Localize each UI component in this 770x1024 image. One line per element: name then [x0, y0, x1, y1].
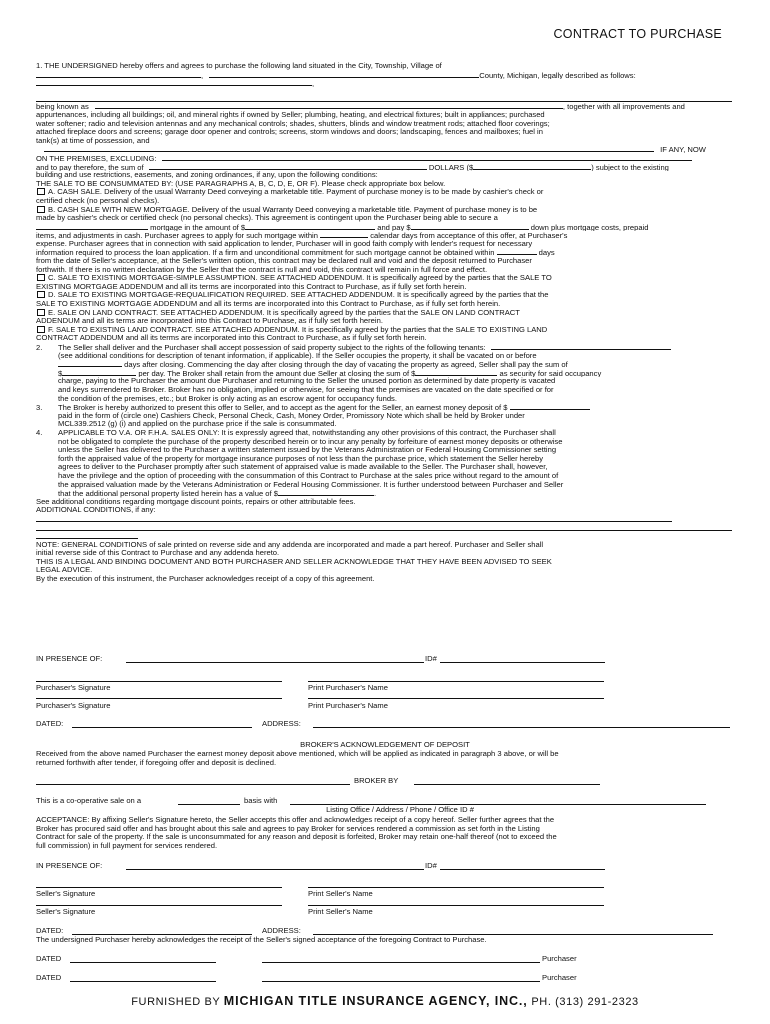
- option-e-line: ADDENDUM and all its terms are incorporated into this Contract to Purchase, as if fully set forth herein.: [36, 317, 383, 326]
- purchaser-signature-line-2[interactable]: [36, 698, 282, 699]
- note-line: initial reverse side of this Contract to Purchase and any addenda hereto.: [36, 549, 280, 558]
- page-title: CONTRACT TO PURCHASE: [553, 27, 722, 41]
- p2-line: (see additional conditions for description of tenant information, if applicable). If the Seller occupies the property, it shall be vacated on or before: [58, 351, 537, 360]
- p1-line: ,: [36, 79, 732, 88]
- ack-purchaser-field-2[interactable]: [262, 981, 540, 982]
- option-a: A. CASH SALE. Delivery of the usual Warranty Deed conveying a marketable title. Payment of purchase money is to be made by cashier's check or: [36, 188, 732, 197]
- price-words-field[interactable]: [149, 163, 427, 170]
- acceptance-line: full commission) in full payment for services rendered.: [36, 841, 218, 850]
- option-d: D. SALE TO EXISTING MORTGAGE-REQUALIFICATION REQUIRED. SEE ATTACHED ADDENDUM. It is specifically agreed by the parties that the: [36, 291, 732, 300]
- id-label: ID#: [425, 654, 437, 663]
- commitment-days-field[interactable]: [497, 248, 537, 255]
- per-day-field[interactable]: [62, 369, 136, 376]
- print-purchaser-label: Print Purchaser's Name: [308, 683, 388, 692]
- acceptance-line: Broker has procured said offer and has brought about this sale and agrees to pay Broker for services rendered a commission as set forth in the Listing: [36, 824, 540, 833]
- p1-line: building and use restrictions, easements, and zoning ordinances, if any, upon the following conditions:: [36, 171, 378, 180]
- p2-line: $ per day. The Broker shall retain from the amount due Seller at closing the sum of $ as security for said occupancy: [58, 368, 602, 378]
- p1-line: water softener; radio and television antennas and any mechanical controls; shades, shutters, blinds and window treatment rods; attached floor coverings;: [36, 119, 550, 128]
- purchaser-label: Purchaser: [542, 973, 577, 982]
- option-a-checkbox[interactable]: [37, 188, 45, 195]
- p4-line: unless the Seller has delivered to the Purchaser a written statement issued by the Veterans Administration or Federal Housing Commissioner setting: [58, 446, 557, 455]
- p1-line: , County, Michigan, legally described as follows:: [36, 71, 732, 80]
- acceptance-section: [36, 816, 736, 850]
- option-b-line: forthwith. If there is no written declaration by the Seller that the contract is null and void, this contract will remain in full force and effect.: [36, 265, 488, 274]
- acceptance-line: Contract for sale of the property. If the sale is unconsummated for any reason and deposit is forfeited, Broker may retain one-half thereof (not to exceed the: [36, 833, 557, 842]
- purchaser-label: Purchaser: [542, 954, 577, 963]
- legal-notice: THIS IS A LEGAL AND BINDING DOCUMENT AND BOTH PURCHASER AND SELLER ACKNOWLEDGE THAT THEY HAVE BEEN ADVISED TO SEEK: [36, 557, 552, 566]
- purchaser-address-field[interactable]: [313, 727, 730, 728]
- occupancy-security-field[interactable]: [415, 369, 497, 376]
- p1-line: IF ANY, NOW: [36, 145, 732, 154]
- option-e: E. SALE ON LAND CONTRACT. SEE ATTACHED ADDENDUM. It is specifically agreed by the parties that the SALE ON LAND CONTRACT: [36, 309, 732, 318]
- footer: [0, 994, 770, 1009]
- p2-line: days after closing. Commencing the day after closing through the day of vacating the property as agreed, Seller shall pay the sum of: [36, 360, 732, 369]
- option-f-line: CONTRACT ADDENDUM and all its terms are incorporated into this Contract to Purchase, as if fully set forth herein.: [36, 334, 427, 343]
- option-d-checkbox[interactable]: [37, 291, 45, 298]
- p4-line: the appraised valuation made by the Veterans Administration or Federal Housing Commissioner. It is further understood between Purchaser and Seller: [58, 480, 564, 489]
- print-seller-label: Print Seller's Name: [308, 889, 373, 898]
- p2-line: charge, paying to the Purchaser the amount due Purchaser and returning to the Seller the unused portion as determined by date property is vacated: [58, 377, 556, 386]
- purchaser-print-line-2[interactable]: [308, 698, 604, 699]
- earnest-deposit-field[interactable]: [510, 403, 590, 410]
- mortgage-amount-field[interactable]: [245, 223, 375, 230]
- p3-line: 3. The Broker is hereby authorized to present this offer to Seller, and to accept as the agent for the Seller, an earnest money deposit of $: [36, 403, 732, 412]
- legal-description-field-2[interactable]: [36, 94, 732, 102]
- purchaser-signature-line-1[interactable]: [36, 681, 282, 682]
- broker-name-field[interactable]: [36, 784, 350, 785]
- dated-label: DATED: [36, 973, 62, 982]
- additional-line: ADDITIONAL CONDITIONS, if any:: [36, 506, 156, 515]
- seller-signature-line-1[interactable]: [36, 887, 282, 888]
- seller-signature-label: Seller's Signature: [36, 907, 96, 916]
- vacate-days-field[interactable]: [58, 360, 122, 367]
- coop-basis-label: basis with: [244, 796, 278, 805]
- personal-property-value-field[interactable]: [278, 489, 374, 496]
- p1-line: ON THE PREMISES, EXCLUDING:: [36, 154, 732, 163]
- option-b-line: information required to process the loan application. If a firm and unconditional commitment for such mortgage cannot be obtained within days: [36, 248, 555, 258]
- city-field[interactable]: [36, 71, 201, 78]
- additional-line: See additional conditions regarding mortgage discount points, repairs or other attributable fees.: [36, 497, 356, 506]
- p4-line: 4. APPLICABLE TO V.A. OR F.H.A. SALES ONLY: It is expressly agreed that, notwithstanding any other provisions of this contract, the Purchaser shall: [36, 428, 556, 437]
- option-e-checkbox[interactable]: [37, 309, 45, 316]
- county-label: County, Michigan, legally described as follows:: [479, 70, 636, 80]
- address-label: ADDRESS:: [262, 719, 301, 728]
- option-b-line: items, and adjustments in cash. Purchaser agrees to apply for such mortgage within calendar days from acceptance of this offer, at Purchaser's: [36, 231, 568, 240]
- p4-line: not be obligated to complete the purchase of the property described herein or to incur any penalty by forfeiture of earnest money deposits or otherwise: [58, 437, 563, 446]
- seller-signature-line-2[interactable]: [36, 905, 282, 906]
- option-b: B. CASH SALE WITH NEW MORTGAGE. Delivery of the usual Warranty Deed conveying a marketable title. Payment of purchase money is to be: [36, 206, 732, 215]
- p2-line: 2. The Seller shall deliver and the Purchaser shall accept possession of said property subject to the rights of the following tenants:: [36, 343, 732, 352]
- option-d-line: SALE TO EXISTING MORTGAGE ADDENDUM and all its terms are incorporated into this Contract to Purchase, as if fully set forth herein.: [36, 300, 501, 309]
- additional-conditions-field[interactable]: [36, 515, 672, 522]
- legal-description-field[interactable]: [36, 79, 312, 86]
- purchaser-acknowledgement: The undersigned Purchaser hereby acknowledges the receipt of the Seller's signed acceptance of the foregoing Contract to Purchase.: [36, 935, 487, 944]
- option-b-line: mortgage in the amount of $ and pay $ down plus mortgage costs, prepaid: [36, 223, 732, 232]
- p1-line: THE SALE TO BE CONSUMMATED BY: (USE PARAGRAPHS A, B, C, D, E, OR F). Please check appropriate box below.: [36, 179, 446, 188]
- in-presence-label: IN PRESENCE OF:: [36, 654, 103, 663]
- tenants-field[interactable]: [491, 343, 671, 350]
- ack-purchaser-field-1[interactable]: [262, 962, 540, 963]
- note-line: NOTE: GENERAL CONDITIONS of sale printed on reverse side and any addenda are incorporated and made a part hereof. Purchaser and Seller shall: [36, 540, 544, 549]
- p4-line: that the additional personal property listed herein has a value of $ .: [58, 489, 377, 498]
- print-purchaser-label: Print Purchaser's Name: [308, 701, 388, 710]
- ack-dated-field-2[interactable]: [70, 981, 216, 982]
- print-seller-label: Print Seller's Name: [308, 907, 373, 916]
- included-items-field[interactable]: [44, 145, 654, 152]
- acceptance-line: ACCEPTANCE: By affixing Seller's Signature hereto, the Seller accepts this offer and acknowledges receipt of a copy hereof. Seller further agrees that the: [36, 816, 555, 824]
- purchaser-dated-field[interactable]: [72, 727, 252, 728]
- p1-line: 1. THE UNDERSIGNED hereby offers and agrees to purchase the following land situated in the City, Township, Village of: [36, 62, 442, 70]
- purchaser-signature-label: Purchaser's Signature: [36, 701, 111, 710]
- note-line: By the execution of this instrument, the Purchaser acknowledges receipt of a copy of this agreement.: [36, 575, 375, 584]
- apply-days-field[interactable]: [320, 231, 368, 238]
- broker-by-label: BROKER BY: [354, 776, 399, 785]
- p2-line: the condition of the premises, etc.; but Broker is only acting as an escrow agent for occupancy funds.: [58, 394, 397, 403]
- additional-conditions-line: [36, 523, 732, 532]
- p2-line: and keys surrendered to Broker. Broker has no obligation, implied or otherwise, for seeing that the premises are vacated on the date specified or for: [58, 385, 554, 394]
- p1-line: being known as , together with all improvements and: [36, 102, 685, 111]
- p1-line: attached fireplace doors and screens; garage door opener and controls; screens, storm windows and doors; landscaping, fences and mailboxes; fuel in: [36, 128, 543, 137]
- coop-label: This is a co-operative sale on a: [36, 796, 142, 805]
- purchaser-signature-label: Purchaser's Signature: [36, 683, 111, 692]
- mortgage-blank[interactable]: [36, 223, 148, 230]
- coop-basis-field[interactable]: [178, 804, 240, 805]
- purchaser-print-line-1[interactable]: [308, 681, 604, 682]
- id-label: ID#: [425, 861, 437, 870]
- broker-text: returned forthwith after tender, if foregoing offer and deposit is declined.: [36, 758, 277, 767]
- down-payment-field[interactable]: [411, 223, 529, 230]
- address-label: ADDRESS:: [262, 926, 301, 935]
- p1-line: tank(s) at time of possession, and: [36, 136, 150, 145]
- agency-name: MICHIGAN TITLE INSURANCE AGENCY, INC.,: [223, 994, 528, 1008]
- seller-print-line-2[interactable]: [308, 905, 604, 906]
- in-presence-label: IN PRESENCE OF:: [36, 861, 103, 870]
- ack-dated-field-1[interactable]: [70, 962, 216, 963]
- option-f: F. SALE TO EXISTING LAND CONTRACT. SEE ATTACHED ADDENDUM. It is specifically agreed by the parties that the SALE TO EXISTING LAND: [36, 326, 732, 335]
- p4-line: have the privilege and the option of proceeding with the consummation of this Contract to Purchase at the sales price without regard to the amount of: [58, 471, 559, 480]
- broker-heading: BROKER'S ACKNOWLEDGEMENT OF DEPOSIT: [300, 740, 470, 749]
- option-c-checkbox[interactable]: [37, 274, 45, 281]
- legal-description-line: [36, 94, 732, 103]
- purchaser-id-field[interactable]: [440, 662, 605, 663]
- option-c-line: EXISTING MORTGAGE ADDENDUM and all its terms are incorporated into this Contract to Purchase, as if fully set forth herein.: [36, 282, 467, 291]
- seller-witness-field[interactable]: [126, 869, 424, 870]
- excluding-field[interactable]: [162, 154, 692, 161]
- p4-line: agrees to deliver to the Purchaser promptly after such statement of appraised value is made available to the Seller. The Purchaser shall, however,: [58, 463, 548, 472]
- dated-label: DATED:: [36, 719, 64, 728]
- option-a-line: certified check (no personal checks).: [36, 196, 160, 205]
- contract-body: [36, 62, 732, 584]
- dated-label: DATED: [36, 954, 62, 963]
- broker-text: Received from the above named Purchaser the earnest money deposit above mentioned, which will be applied as indicated in paragraph 3 above, or will be: [36, 749, 559, 758]
- option-b-line: made by cashier's check or certified check (no personal checks). This agreement is contingent upon the Purchaser being able to secure a: [36, 214, 498, 223]
- p3-line: MCL339.2512 (g) (i) and applied on the purchase price if the sale is consummated.: [58, 420, 337, 429]
- dated-label: DATED:: [36, 926, 64, 935]
- seller-signature-label: Seller's Signature: [36, 889, 96, 898]
- p1-line: and to pay therefore, the sum of DOLLARS ($ ) subject to the existing: [36, 162, 669, 172]
- additional-conditions-field-2[interactable]: [36, 523, 732, 531]
- known-as-field[interactable]: [95, 102, 563, 109]
- option-b-line: from the date of Seller's acceptance, at the Seller's written option, this contract may be declared null and void and the deposit returned to Purchaser: [36, 257, 532, 266]
- p4-line: forth the appraised value of the property for mortgage insurance purposes of not less than the purchase price, which statement the Seller hereby: [58, 454, 544, 463]
- additional-conditions-line: [36, 532, 732, 541]
- p3-line: paid in the form of (circle one) Cashiers Check, Personal Check, Cash, Money Order, Promissory Note which shall be held by Broker under: [58, 411, 525, 420]
- seller-id-field[interactable]: [440, 869, 605, 870]
- broker-by-field[interactable]: [414, 784, 600, 785]
- purchaser-witness-field[interactable]: [126, 662, 424, 663]
- seller-print-line-1[interactable]: [308, 887, 604, 888]
- listing-office-label: Listing Office / Address / Phone / Office ID #: [326, 805, 474, 814]
- option-b-line: expense. Purchaser agrees that in connection with said application to lender, Purchaser will in good faith comply with lender's request for necessary: [36, 239, 533, 248]
- furnished-by-label: FURNISHED BY: [131, 996, 221, 1008]
- additional-conditions-line: [36, 515, 732, 524]
- p1-line: appurtenances, including all buildings; oil, and mineral rights if owned by Seller; plumbing, heating, and electrical fixtures; built in appliances; purchased: [36, 110, 545, 119]
- county-field[interactable]: [209, 71, 479, 78]
- option-b-checkbox[interactable]: [37, 206, 45, 213]
- legal-notice: LEGAL ADVICE.: [36, 566, 93, 575]
- price-amount-field[interactable]: [473, 163, 591, 170]
- additional-conditions-field-3[interactable]: [36, 532, 138, 539]
- option-f-checkbox[interactable]: [37, 326, 45, 333]
- option-c: C. SALE TO EXISTING MORTGAGE-SIMPLE ASSUMPTION. SEE ATTACHED ADDENDUM. It is specifically agreed by the parties that the SALE TO: [36, 274, 732, 283]
- agency-phone: PH. (313) 291-2323: [531, 996, 639, 1008]
